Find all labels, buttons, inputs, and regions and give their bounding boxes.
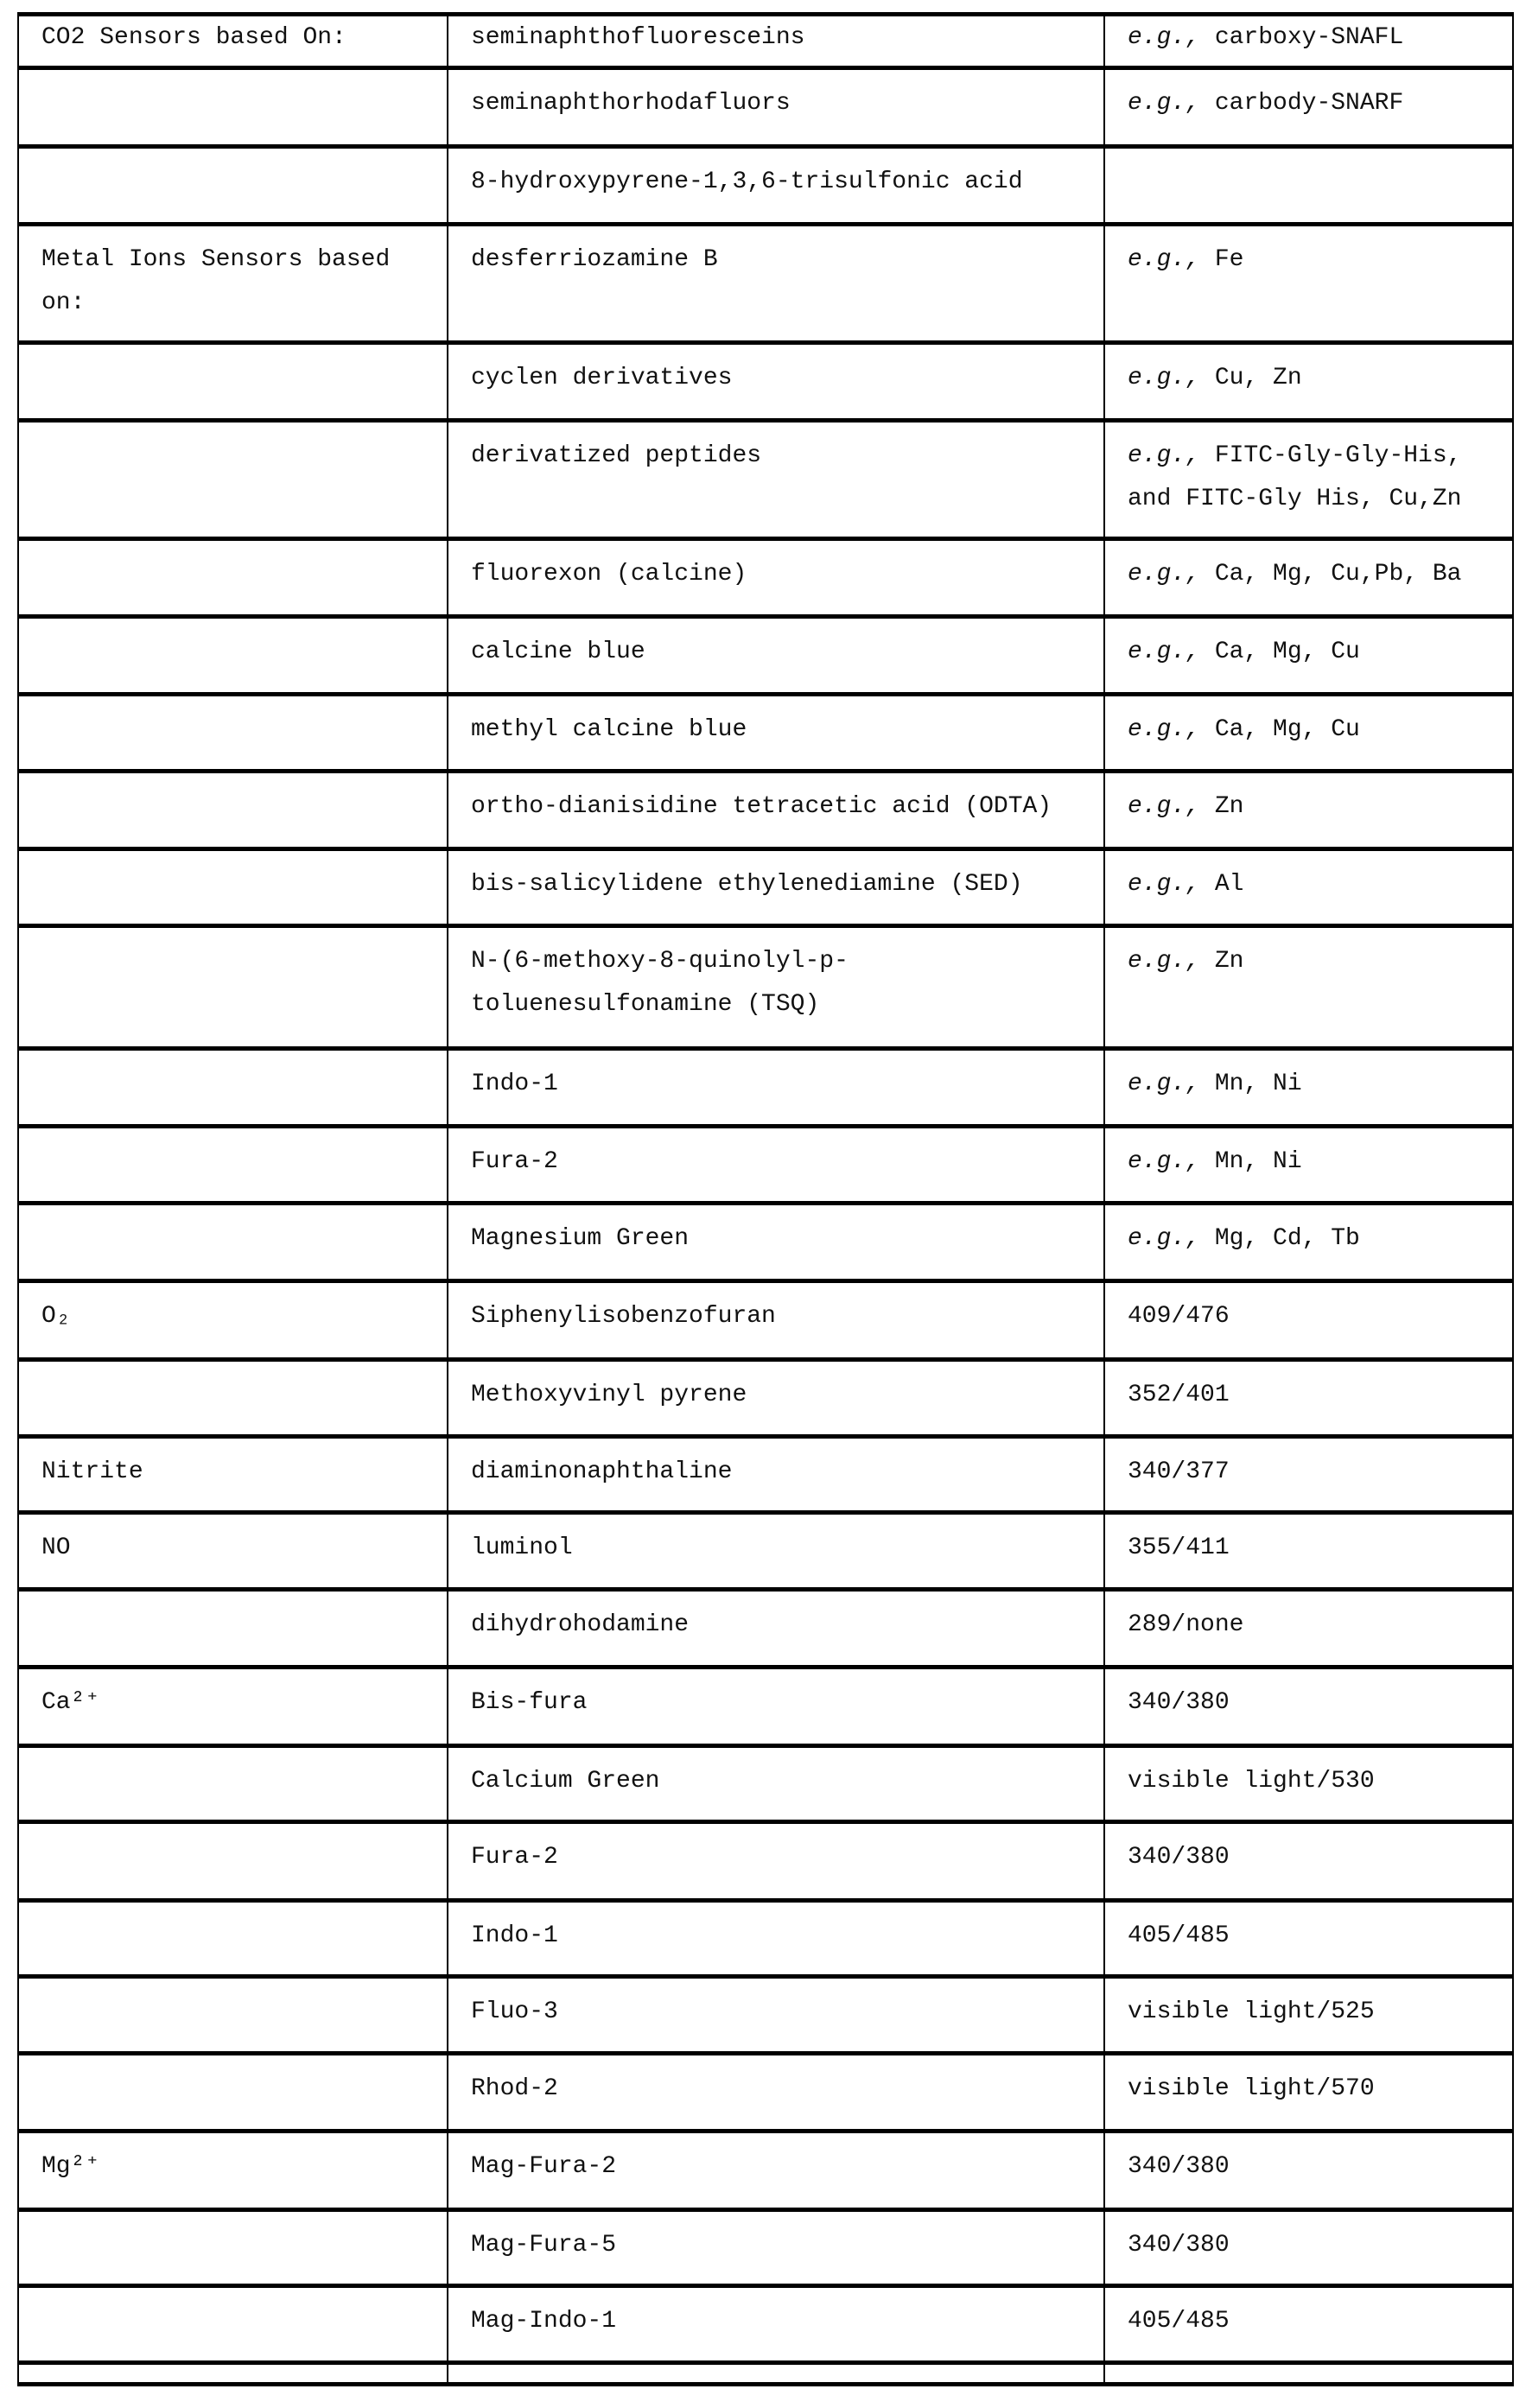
analyte-cell: Mg²⁺	[19, 2133, 448, 2208]
eg-prefix: e.g.,	[1128, 1148, 1200, 1175]
eg-prefix: e.g.,	[1128, 561, 1200, 588]
table-row	[19, 1279, 1512, 1357]
eg-prefix: e.g.,	[1128, 1225, 1200, 1252]
indicator-cell: Mag-Indo-1	[448, 2288, 1105, 2360]
analyte-cell	[19, 1362, 448, 1434]
example-cell: e.g., carbody-SNARF	[1105, 70, 1512, 144]
example-cell: e.g., Mn, Ni	[1105, 1128, 1512, 1201]
analyte-cell: CO2 Sensors based On:	[19, 16, 448, 66]
analyte-cell: O₂	[19, 1283, 448, 1357]
indicator-cell: Fura-2	[448, 1128, 1105, 1201]
analyte-cell	[19, 1205, 448, 1279]
analyte-cell	[19, 1128, 448, 1201]
analyte-cell	[19, 2365, 448, 2382]
analyte-cell	[19, 773, 448, 847]
table-row	[19, 1124, 1512, 1201]
example-cell: e.g., Cu, Zn	[1105, 345, 1512, 418]
analyte-cell	[19, 696, 448, 769]
table-row	[19, 1587, 1512, 1665]
example-cell: 289/none	[1105, 1592, 1512, 1665]
example-cell: 340/377	[1105, 1439, 1512, 1510]
indicator-cell: methyl calcine blue	[448, 696, 1105, 769]
analyte-cell: Ca²⁺	[19, 1669, 448, 1744]
indicator-cell: Indo-1	[448, 1903, 1105, 1974]
table-row	[19, 614, 1512, 692]
analyte-cell: NO	[19, 1515, 448, 1587]
table-row	[19, 1665, 1512, 1744]
indicator-cell: seminaphthorhodafluors	[448, 70, 1105, 144]
eg-prefix: e.g.,	[1128, 1071, 1200, 1097]
eg-prefix: e.g.,	[1128, 90, 1200, 117]
table-row	[19, 2360, 1512, 2386]
analyte-cell	[19, 70, 448, 144]
eg-prefix: e.g.,	[1128, 24, 1200, 51]
table-row	[19, 222, 1512, 340]
table-row	[19, 340, 1512, 418]
indicator-cell: Mag-Fura-2	[448, 2133, 1105, 2208]
table-row	[19, 1510, 1512, 1587]
indicator-cell: luminol	[448, 1515, 1105, 1587]
eg-prefix: e.g.,	[1128, 871, 1200, 898]
eg-prefix: e.g.,	[1128, 442, 1200, 469]
indicator-cell: Fura-2	[448, 1824, 1105, 1898]
analyte-cell	[19, 1979, 448, 2051]
analyte-cell	[19, 1903, 448, 1974]
example-cell: 352/401	[1105, 1362, 1512, 1434]
analyte-cell	[19, 1824, 448, 1898]
indicator-cell: Siphenylisobenzofuran	[448, 1283, 1105, 1357]
eg-prefix: e.g.,	[1128, 793, 1200, 820]
analyte-cell	[19, 2288, 448, 2360]
example-cell: 355/411	[1105, 1515, 1512, 1587]
table-row	[19, 769, 1512, 847]
analyte-cell	[19, 851, 448, 924]
table-row	[19, 924, 1512, 1046]
example-cell: visible light/525	[1105, 1979, 1512, 2051]
table-row	[19, 66, 1512, 144]
table-row	[19, 1046, 1512, 1124]
example-cell	[1105, 2365, 1512, 2382]
indicator-cell: dihydrohodamine	[448, 1592, 1105, 1665]
eg-prefix: e.g.,	[1128, 639, 1200, 665]
eg-prefix: e.g.,	[1128, 246, 1200, 273]
example-cell: 409/476	[1105, 1283, 1512, 1357]
example-cell	[1105, 149, 1512, 222]
indicator-cell: Rhod-2	[448, 2055, 1105, 2129]
indicator-cell: seminaphthofluoresceins	[448, 16, 1105, 66]
analyte-cell	[19, 541, 448, 614]
indicator-cell: calcine blue	[448, 619, 1105, 692]
table-row	[19, 418, 1512, 537]
indicator-cell	[448, 2365, 1105, 2382]
example-cell: 340/380	[1105, 1669, 1512, 1744]
table-row	[19, 1434, 1512, 1510]
example-cell: e.g., carboxy-SNAFL	[1105, 16, 1512, 66]
eg-prefix: e.g.,	[1128, 716, 1200, 743]
indicator-cell: ortho-dianisidine tetracetic acid (ODTA)	[448, 773, 1105, 847]
indicator-cell: diaminonaphthaline	[448, 1439, 1105, 1510]
indicator-cell: derivatized peptides	[448, 423, 1105, 537]
indicator-cell: Magnesium Green	[448, 1205, 1105, 1279]
table-row	[19, 1974, 1512, 2051]
analyte-cell	[19, 2212, 448, 2284]
analyte-cell	[19, 149, 448, 222]
indicator-cell: cyclen derivatives	[448, 345, 1105, 418]
table-row	[19, 1357, 1512, 1434]
indicator-cell: desferriozamine B	[448, 226, 1105, 340]
example-cell: e.g., Ca, Mg, Cu,Pb, Ba	[1105, 541, 1512, 614]
indicator-cell: fluorexon (calcine)	[448, 541, 1105, 614]
analyte-cell	[19, 619, 448, 692]
indicator-cell: N-(6-methoxy-8-quinolyl-p-toluenesulfonamine (TSQ)	[448, 928, 1105, 1046]
table-row	[19, 1201, 1512, 1279]
indicator-cell: Fluo-3	[448, 1979, 1105, 2051]
table-row	[19, 2208, 1512, 2284]
example-cell: e.g., Ca, Mg, Cu	[1105, 696, 1512, 769]
example-cell: 340/380	[1105, 2212, 1512, 2284]
analyte-cell	[19, 1592, 448, 1665]
analyte-cell	[19, 2055, 448, 2129]
eg-prefix: e.g.,	[1128, 948, 1200, 975]
table-row	[19, 1820, 1512, 1898]
table-row	[19, 144, 1512, 222]
indicator-cell: Calcium Green	[448, 1748, 1105, 1820]
sensor-table	[17, 12, 1514, 2386]
example-cell: 340/380	[1105, 2133, 1512, 2208]
indicator-cell: Indo-1	[448, 1051, 1105, 1124]
analyte-cell	[19, 928, 448, 1046]
analyte-cell	[19, 1748, 448, 1820]
example-cell: e.g., FITC-Gly-Gly-His, and FITC-Gly His, Cu,Zn	[1105, 423, 1512, 537]
indicator-cell: bis-salicylidene ethylenediamine (SED)	[448, 851, 1105, 924]
table-row	[19, 1898, 1512, 1974]
indicator-cell: Bis-fura	[448, 1669, 1105, 1744]
table-row	[19, 2129, 1512, 2208]
table-row	[19, 692, 1512, 769]
example-cell: 340/380	[1105, 1824, 1512, 1898]
analyte-cell: Metal Ions Sensors based on:	[19, 226, 448, 340]
table-row	[19, 847, 1512, 924]
example-cell: e.g., Ca, Mg, Cu	[1105, 619, 1512, 692]
analyte-cell: Nitrite	[19, 1439, 448, 1510]
analyte-cell	[19, 423, 448, 537]
example-cell: visible light/570	[1105, 2055, 1512, 2129]
example-cell: e.g., Mn, Ni	[1105, 1051, 1512, 1124]
table-row	[19, 1744, 1512, 1820]
indicator-cell: 8-hydroxypyrene-1,3,6-trisulfonic acid	[448, 149, 1105, 222]
eg-prefix: e.g.,	[1128, 365, 1200, 391]
example-cell: e.g., Mg, Cd, Tb	[1105, 1205, 1512, 1279]
example-cell: 405/485	[1105, 2288, 1512, 2360]
indicator-cell: Methoxyvinyl pyrene	[448, 1362, 1105, 1434]
example-cell: e.g., Zn	[1105, 773, 1512, 847]
example-cell: e.g., Fe	[1105, 226, 1512, 340]
analyte-cell	[19, 345, 448, 418]
table-row	[19, 2051, 1512, 2129]
table-row	[19, 537, 1512, 614]
table-row	[19, 2284, 1512, 2360]
table-row	[19, 12, 1512, 66]
example-cell: e.g., Al	[1105, 851, 1512, 924]
example-cell: 405/485	[1105, 1903, 1512, 1974]
indicator-cell: Mag-Fura-5	[448, 2212, 1105, 2284]
example-cell: visible light/530	[1105, 1748, 1512, 1820]
example-cell: e.g., Zn	[1105, 928, 1512, 1046]
analyte-cell	[19, 1051, 448, 1124]
